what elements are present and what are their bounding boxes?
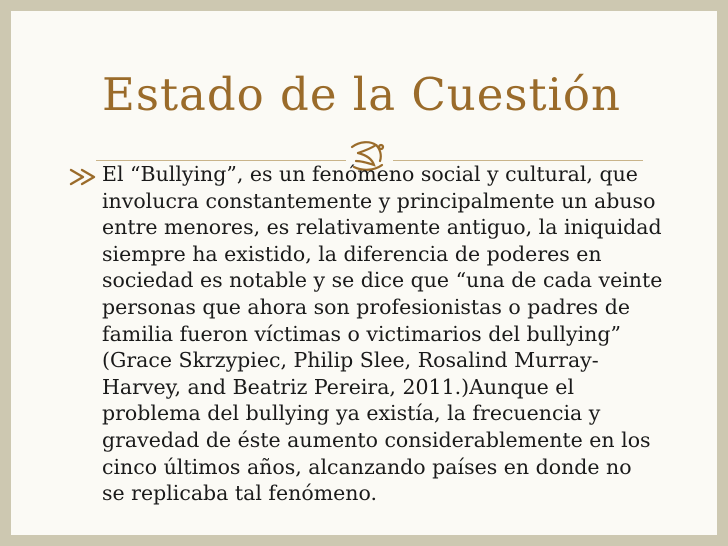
arrow-bullet-icon — [68, 164, 102, 190]
slide — [11, 11, 717, 535]
body-paragraph: El “Bullying”, es un fenómeno social y cultural, que involucra constantemente y principalmente un abuso entre menores, es relativamente antiguo, la iniquidad siempre ha existido, la diferencia de poderes en sociedad es notable y se dice que “una de cada veinte personas que ahora son profesionistas o padres de familia fueron víctimas o victimarios del bullying” (Grace Skrzypiec, Philip Slee, Rosalind Murray- Harvey, and Beatriz Pereira, 2011.)Aunque el problema del bullying ya existía, la frecuencia y gravedad de éste aumento considerablemente en los cinco últimos años, alcanzando países en donde no se replicaba tal fenómeno. — [102, 162, 663, 506]
slide-title: Estado de la Cuestión — [102, 68, 622, 121]
